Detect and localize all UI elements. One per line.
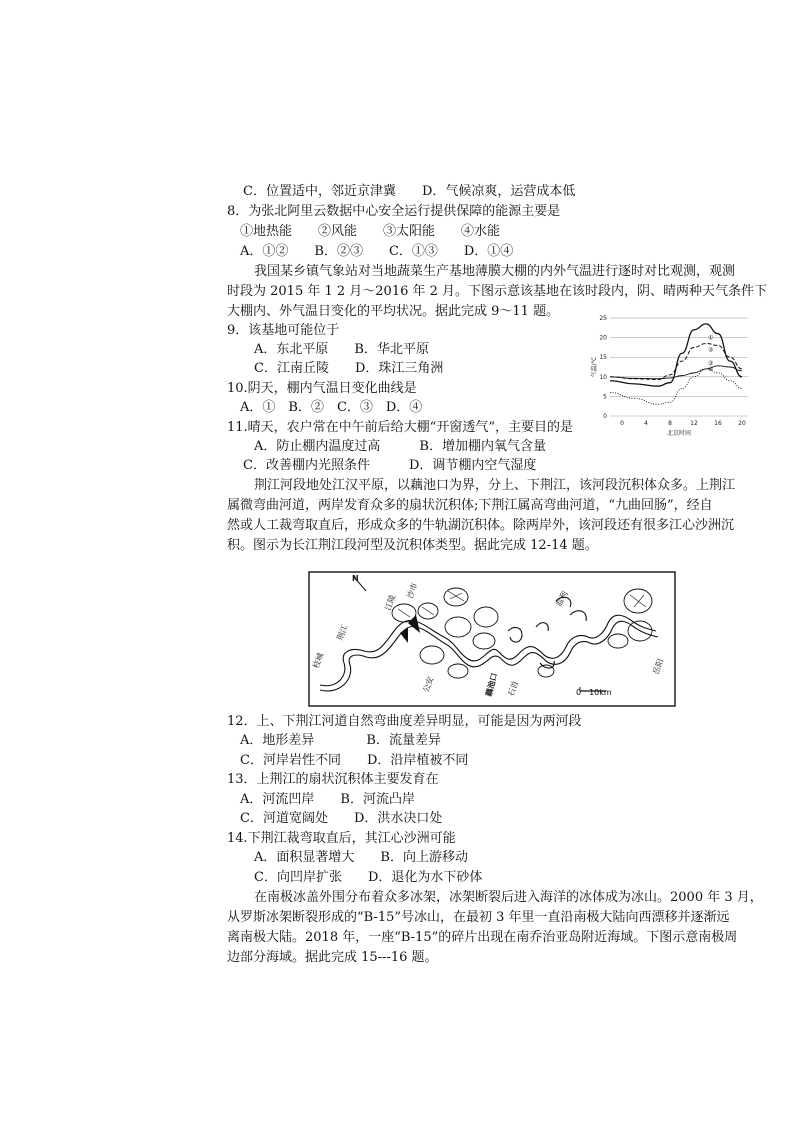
text-line-24: A．河流凹岸 B．河流凸岸 (240, 792, 415, 807)
text-line-27: A．面积显著增大 B．向上游移动 (254, 850, 468, 865)
text-line-1: C．位置适中，邻近京津冀 D．气候凉爽，运营成本低 (243, 184, 576, 199)
label-shishou: 石首 (506, 679, 521, 698)
text-line-20: 12．上、下荆江河道自然弯曲度差异明显，可能是因为两河段 (227, 714, 582, 729)
text-line-21: A．地形差异 B．流量差异 (240, 733, 441, 748)
x-tick-label-12: 12 (690, 420, 698, 427)
text-line-22: C．河岸岩性不同 D．沿岸植被不同 (240, 753, 469, 768)
text-line-2: 8．为张北阿里云数据中心安全运行提供保障的能源主要是 (227, 204, 561, 219)
text-line-3: ①地热能 ②风能 ③太阳能 ④水能 (240, 224, 501, 239)
x-axis-label: 北京时间 (666, 430, 692, 437)
scale-bar (576, 687, 612, 697)
x-tick-label-20: 20 (738, 420, 746, 427)
text-line-14: A．防止棚内温度过高 B．增加棚内氧气含量 (254, 439, 546, 454)
text-line-8: 9．该基地可能位于 (227, 323, 340, 338)
greenhouse-temperature-chart (588, 312, 756, 440)
scale-label: 0 10km (576, 688, 612, 697)
x-tick-label-0: 0 (620, 420, 624, 427)
text-line-31: 离南极大陆。2018 年，一座“B-15”的碎片出现在南乔治亚岛附近海域。下图示意南极周 (227, 930, 738, 945)
label-jianli: 监利 (553, 589, 570, 608)
series-label-2: ② (708, 346, 714, 354)
y-tick-label-25: 25 (599, 315, 607, 322)
y-axis-label: 气温/℃ (591, 356, 598, 378)
text-line-19: 积。图示为长江荆江段河型及沉积体类型。据此完成 12-14 题。 (227, 538, 598, 553)
series-label-4: ④ (708, 365, 714, 373)
text-line-10: C．江南丘陵 D．珠江三角洲 (254, 361, 444, 376)
series-line-4 (610, 369, 742, 404)
label-zhijiang: 枝城 (311, 651, 326, 670)
y-tick-label-10: 10 (599, 373, 607, 381)
y-tick-label-5: 5 (603, 393, 607, 401)
y-tick-label-15: 15 (599, 354, 607, 362)
text-line-26: 14.下荆江裁弯取直后，其江心沙洲可能 (227, 831, 456, 846)
jingjiang-river-map (308, 571, 676, 707)
x-tick-label-4: 4 (644, 420, 648, 427)
text-line-4: A．①② B．②③ C．①③ D．①④ (240, 244, 514, 259)
text-line-29: 在南极冰盖外围分布着众多冰架，冰架断裂后进入海洋的冰体成为冰山。2000 年 3 月， (254, 890, 763, 905)
label-jingjiang: 荆江 (335, 623, 350, 642)
text-line-5: 我国某乡镇气象站对当地蔬菜生产基地薄膜大棚的内外气温进行逐时对比观测，观测 (254, 264, 736, 279)
text-line-18: 然或人工裁弯取直后，形成众多的牛轨湖沉积体。除两岸外，该河段还有很多江心沙洲沉 (227, 518, 735, 533)
text-line-13: 11.晴天，农户常在中午前后给大棚“开窗透气”，主要目的是 (227, 420, 573, 435)
x-tick-label-8: 8 (668, 420, 672, 427)
text-line-11: 10.阴天，棚内气温日变化曲线是 (227, 381, 417, 396)
series-label-1: ① (708, 334, 714, 342)
text-line-25: C．河道宽阔处 D．洪水决口处 (240, 811, 443, 826)
text-line-9: A．东北平原 B．华北平原 (254, 342, 429, 357)
label-gongan: 公安 (421, 675, 436, 694)
text-line-15: C．改善棚内光照条件 D．调节棚内空气湿度 (243, 458, 537, 473)
text-line-17: 属微弯曲河道，两岸发育众多的扇状沉积体;下荆江属高弯曲河道，“九曲回肠”，经自 (227, 498, 713, 513)
text-line-28: C．向凹岸扩张 D．退化为水下砂体 (254, 870, 483, 885)
text-line-16: 荆江河段地处江汉平原，以藕池口为界，分上、下荆江，该河段沉积体众多。上荆江 (254, 478, 736, 493)
label-yueyang: 岳阳 (651, 657, 666, 676)
text-line-6: 时段为 2015 年 1 2 月～2016 年 2 月。下图示意该基地在该时段内，阴、晴两种天气条件下 (227, 284, 768, 299)
label-ouchikou: 藕池口 (484, 672, 500, 698)
text-line-30: 从罗斯冰架断裂形成的“B-15”号冰山，在最初 3 年里一直沿南极大陆向西漂移并逐渐远 (227, 910, 730, 925)
label-jiangling: 江陵 (383, 593, 398, 612)
text-line-32: 边部分海域。据此完成 15---16 题。 (227, 950, 438, 965)
label-shashi: 沙市 (405, 581, 420, 600)
text-line-23: 13．上荆江的扇状沉积体主要发育在 (227, 772, 439, 787)
y-tick-label-20: 20 (599, 334, 607, 342)
series-label-3: ③ (708, 360, 714, 368)
x-tick-label-16: 16 (714, 420, 722, 427)
y-tick-label-0: 0 (603, 413, 607, 420)
north-label: N (352, 574, 359, 583)
text-line-12: A．① B．② C．③ D．④ (240, 400, 423, 415)
text-line-7: 大棚内、外气温日变化的平均状况。据此完成 9～11 题。 (227, 304, 560, 319)
